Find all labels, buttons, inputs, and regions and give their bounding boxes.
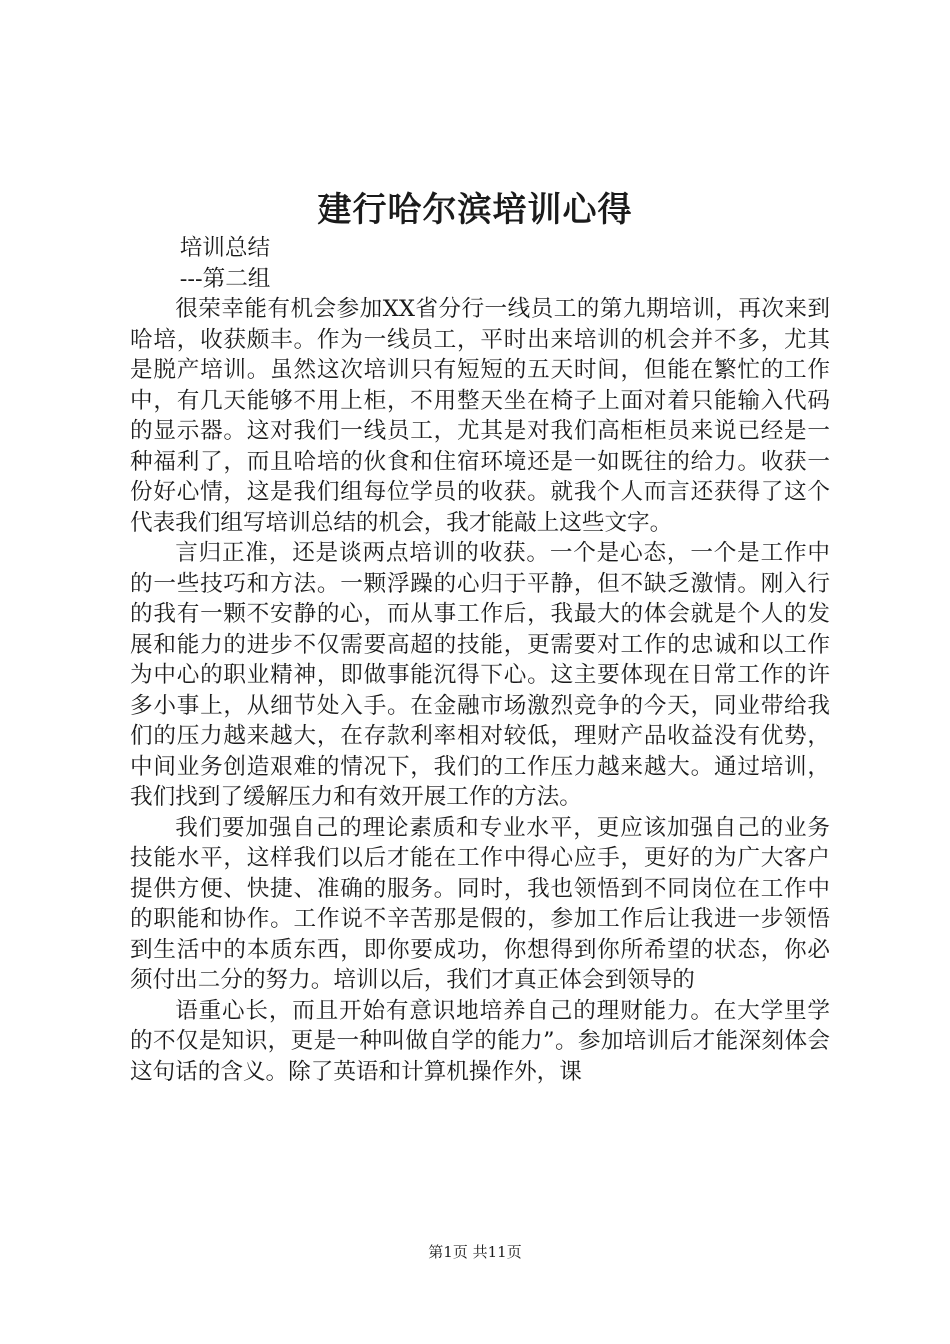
body-paragraph: 我们要加强自己的理论素质和专业水平，更应该加强自己的业务技能水平，这样我们以后才能在工作中得心应手，更好的为广大客户提供方便、快捷、准确的服务。同时，我也领悟到不同岗位在工作中的职能和协作。工作说不辛苦那是假的，参加工作后让我进一步领悟到生活中的本质东西，即你要成功，你想得到你所希望的状态，你必须付出二分的努力。培训以后，我们才真正体会到领导的	[130, 814, 830, 993]
body-paragraph: 言归正准，还是谈两点培训的收获。一个是心态，一个是工作中的一些技巧和方法。一颗浮躁的心归于平静，但不缺乏激情。刚入行的我有一颗不安静的心，而从事工作后，我最大的体会就是个人的发展和能力的进步不仅需要高超的技能，更需要对工作的忠诚和以工作为中心的职业精神，即做事能沉得下心。这主要体现在日常工作的许多小事上，从细节处入手。在金融市场激烈竞争的今天，同业带给我们的压力越来越大，在存款利率相对较低，理财产品收益没有优势，中间业务创造艰难的情况下，我们的工作压力越来越大。通过培训，我们找到了缓解压力和有效开展工作的方法。	[130, 540, 830, 810]
body-paragraph: 语重心长，而且开始有意识地培养自己的理财能力。在大学里学的不仅是知识，更是一种叫做自学的能力”。参加培训后才能深刻体会这句话的含义。除了英语和计算机操作外，课	[130, 997, 830, 1085]
section-heading: 培训总结	[179, 235, 271, 261]
body-paragraph: 很荣幸能有机会参加XX省分行一线员工的第九期培训，再次来到哈培，收获颇丰。作为一线员工，平时出来培训的机会并不多，尤其是脱产培训。虽然这次培训只有短短的五天时间，但能在繁忙的工作中，有几天能够不用上柜，不用整天坐在椅子上面对着只能输入代码的显示器。这对我们一线员工，尤其是对我们高柜柜员来说已经是一种福利了，而且哈培的伙食和住宿环境还是一如既往的给力。收获一份好心情，这是我们组每位学员的收获。就我个人而言还获得了这个代表我们组写培训总结的机会，我才能敲上这些文字。	[130, 296, 830, 536]
document-body	[130, 233, 830, 1087]
document-title: 建行哈尔滨培训心得	[317, 190, 633, 230]
section-subheading: ---第二组	[179, 265, 271, 292]
page-number-footer: 第1页 共11页	[428, 1243, 522, 1261]
